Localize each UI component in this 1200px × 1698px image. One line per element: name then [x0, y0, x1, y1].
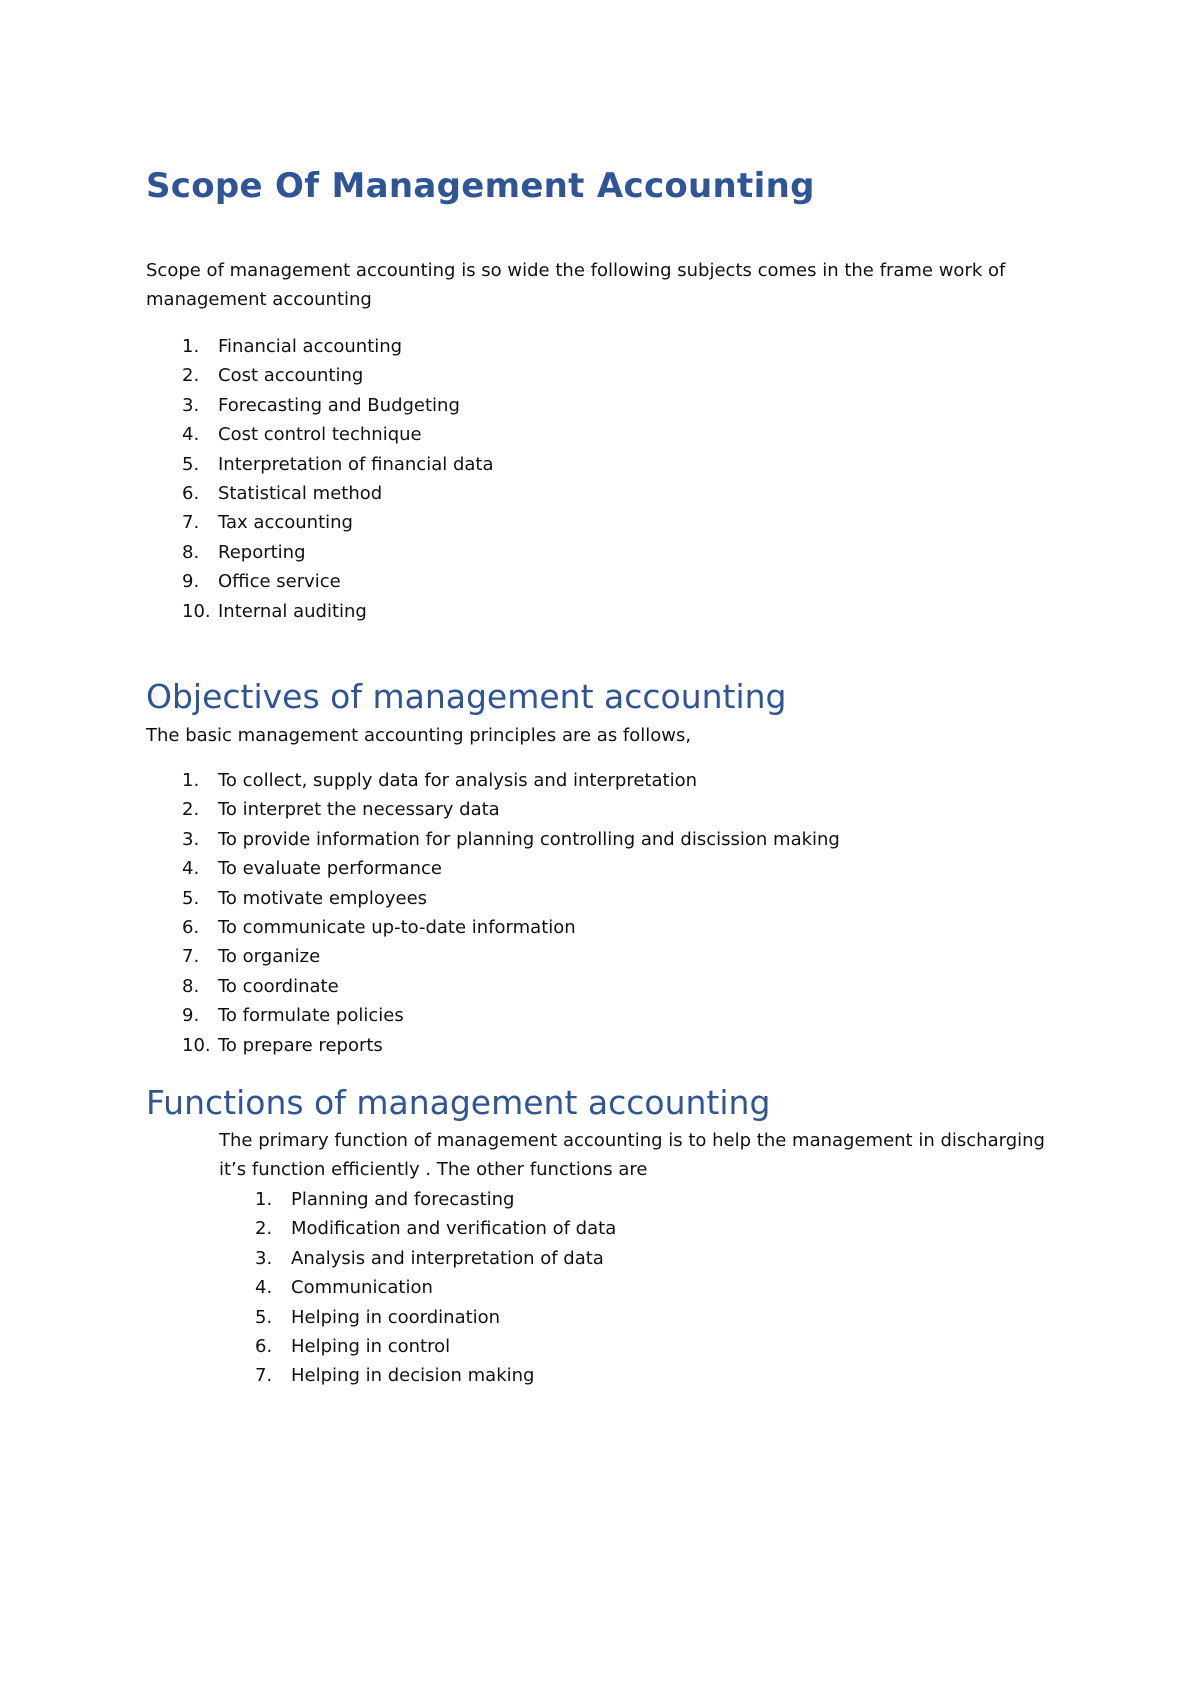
scope-intro-line1: Scope of management accounting is so wide the following subjects comes in the frame work of — [146, 260, 1006, 281]
list-item-number: 1. — [182, 770, 200, 791]
list-item-number: 7. — [182, 512, 200, 534]
functions-intro-line1: The primary function of management accounting is to help the management in discharging — [219, 1130, 1045, 1151]
list-item-number: 4. — [255, 1277, 273, 1299]
list-item-text: Helping in decision making — [291, 1365, 535, 1387]
list-item-text: To motivate employees — [218, 887, 428, 909]
list-item-number: 3. — [182, 394, 200, 416]
list-item-number: 5. — [182, 453, 200, 475]
list-item-text: Helping in coordination — [291, 1306, 501, 1328]
list-item-text: Internal auditing — [218, 600, 367, 622]
list-item-number: 6. — [182, 916, 200, 938]
list-item-text: Reporting — [218, 541, 306, 563]
list-item-text: Tax accounting — [218, 512, 353, 534]
functions-intro-line2: it’s function efficiently . The other functions are — [219, 1159, 648, 1180]
list-item-number: 5. — [182, 887, 200, 909]
list-item-number: 3. — [182, 828, 200, 850]
list-item-text: To evaluate performance — [218, 858, 442, 880]
list-item-number: 2. — [182, 799, 200, 821]
list-item-text: Forecasting and Budgeting — [218, 394, 460, 416]
list-item-text: To prepare reports — [218, 1034, 383, 1056]
list-item-number: 4. — [182, 424, 200, 446]
list-item-text: Analysis and interpretation of data — [291, 1247, 604, 1269]
objectives-intro: The basic management accounting principles are as follows, — [146, 725, 692, 746]
list-item-text: To interpret the necessary data — [218, 799, 500, 821]
list-item-text: Office service — [218, 571, 341, 593]
list-item-number: 6. — [182, 482, 200, 504]
list-item-number: 10. — [182, 600, 211, 622]
list-item-number: 3. — [255, 1247, 273, 1269]
list-item-text: To communicate up-to-date information — [218, 916, 576, 938]
list-item-text: Financial accounting — [218, 336, 403, 357]
list-item-number: 7. — [182, 946, 200, 968]
scope-heading: Scope Of Management Accounting — [146, 166, 815, 206]
list-item-text: To provide information for planning controlling and discission making — [218, 828, 840, 850]
list-item-text: Helping in control — [291, 1335, 451, 1357]
list-item-number: 1. — [255, 1189, 273, 1210]
list-item-text: Modification and verification of data — [291, 1218, 617, 1240]
list-item-text: Planning and forecasting — [291, 1189, 515, 1210]
list-item-number: 7. — [255, 1365, 273, 1387]
list-item-number: 10. — [182, 1034, 211, 1056]
scope-intro-line2: management accounting — [146, 289, 372, 310]
list-item-number: 2. — [182, 365, 200, 387]
list-item-number: 9. — [182, 1005, 200, 1027]
list-item-text: Cost accounting — [218, 365, 364, 387]
list-item-text: Statistical method — [218, 482, 383, 504]
objectives-heading: Objectives of management accounting — [146, 677, 787, 716]
scope-intro — [146, 256, 1005, 314]
list-item-number: 4. — [182, 858, 200, 880]
functions-intro — [219, 1126, 1045, 1184]
list-item-number: 1. — [182, 336, 200, 357]
list-item-text: To formulate policies — [218, 1005, 404, 1027]
functions-heading: Functions of management accounting — [146, 1083, 771, 1122]
list-item-number: 8. — [182, 975, 200, 997]
list-item-text: Interpretation of financial data — [218, 453, 494, 475]
list-item-text: Cost control technique — [218, 424, 422, 446]
list-item-number: 2. — [255, 1218, 273, 1240]
list-item-number: 6. — [255, 1335, 273, 1357]
list-item-text: Communication — [291, 1277, 433, 1299]
list-item-number: 8. — [182, 541, 200, 563]
list-item-text: To coordinate — [218, 975, 339, 997]
list-item-text: To collect, supply data for analysis and interpretation — [218, 770, 698, 791]
list-item-text: To organize — [218, 946, 321, 968]
list-item-number: 5. — [255, 1306, 273, 1328]
list-item-number: 9. — [182, 571, 200, 593]
